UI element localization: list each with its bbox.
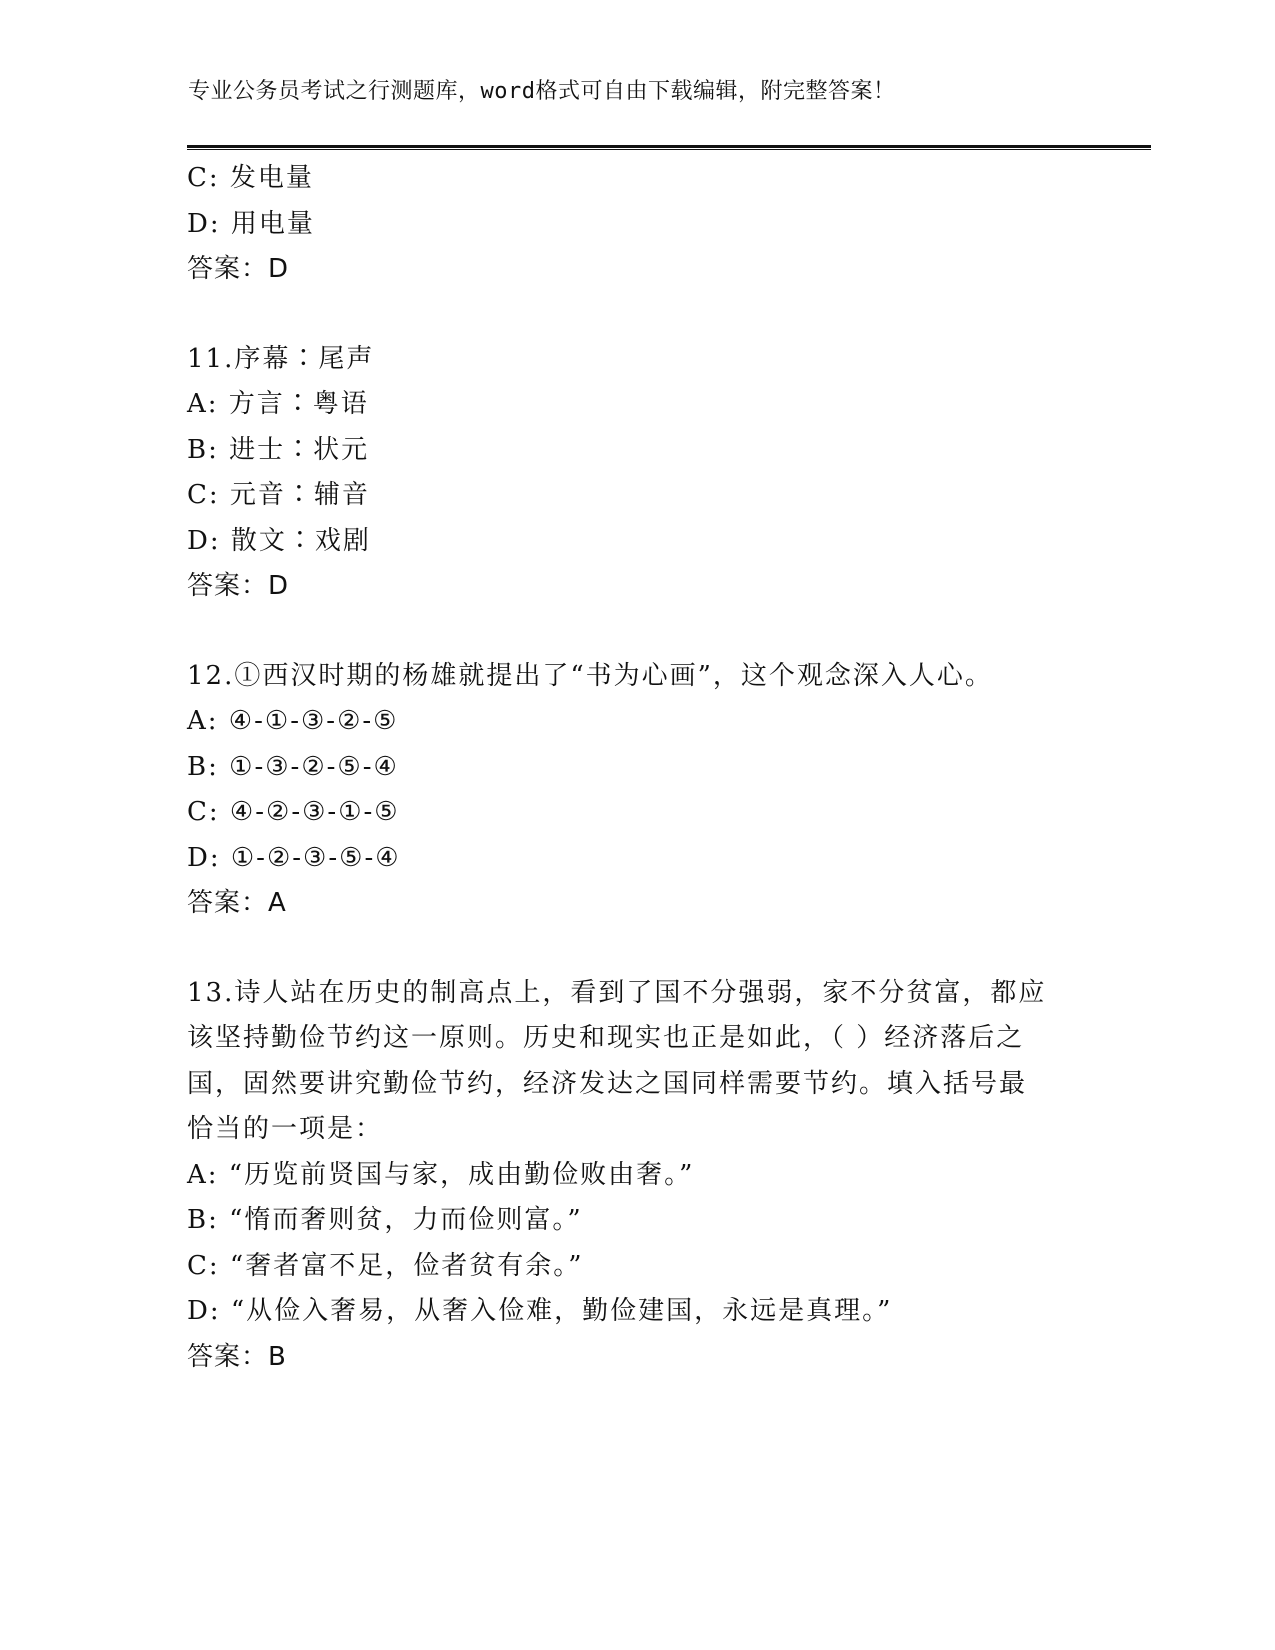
answer-line: 答案：D (187, 571, 290, 601)
answer-line: 答案：B (187, 1341, 287, 1372)
answer-line: 答案：D (187, 254, 290, 284)
option-d: D: “从俭入奢易，从奢入俭难，勤俭建国，永远是真理。” (187, 1296, 893, 1326)
question-stem: 11.序幕∶尾声 (187, 343, 375, 374)
question-stem: 12.①西汉时期的杨雄就提出了“书为心画”，这个观念深入人心。 (187, 660, 993, 691)
option-b: B: “惰而奢则贫，力而俭则富。” (187, 1205, 583, 1235)
header-divider (187, 145, 1151, 150)
option-a: A: “历览前贤国与家，成由勤俭败由奢。” (187, 1159, 695, 1190)
question-stem-line-3: 国，固然要讲究勤俭节约，经济发达之国同样需要节约。填入括号最 (187, 1068, 1028, 1099)
option-d: D: 用电量 (187, 208, 315, 239)
document-body (187, 156, 1087, 1380)
answer-line: 答案：A (187, 888, 287, 918)
option-d: D: ①-②-③-⑤-④ (187, 842, 401, 873)
option-c: C: 元音∶辅音 (187, 480, 370, 510)
question-stem-line-4: 恰当的一项是： (187, 1114, 384, 1144)
block-spacer (187, 293, 1087, 337)
question-block-11 (187, 337, 1087, 610)
question-block-13 (187, 971, 1087, 1381)
option-d: D: 散文∶戏剧 (187, 525, 371, 556)
question-block-12 (187, 654, 1087, 927)
option-c: C: ④-②-③-①-⑤ (187, 797, 400, 827)
option-a: A: ④-①-③-②-⑤ (187, 706, 399, 736)
option-b: B: 进士∶状元 (187, 434, 370, 465)
question-stem-line-2: 该坚持勤俭节约这一原则。历史和现实也正是如此，（ ）经济落后之 (187, 1023, 1025, 1053)
option-b: B: ①-③-②-⑤-④ (187, 751, 399, 782)
question-stem-line-1: 13.诗人站在历史的制高点上，看到了国不分强弱，家不分贫富，都应 (187, 977, 1047, 1008)
option-c: C: 发电量 (187, 163, 314, 193)
question-block-10-tail (187, 156, 1087, 293)
option-a: A: 方言∶粤语 (187, 389, 369, 419)
block-spacer (187, 927, 1087, 971)
block-spacer (187, 610, 1087, 654)
page-header-text: 专业公务员考试之行测题库，word格式可自由下载编辑，附完整答案！ (188, 79, 896, 104)
option-c: C: “奢者富不足，俭者贫有余。” (187, 1250, 584, 1281)
